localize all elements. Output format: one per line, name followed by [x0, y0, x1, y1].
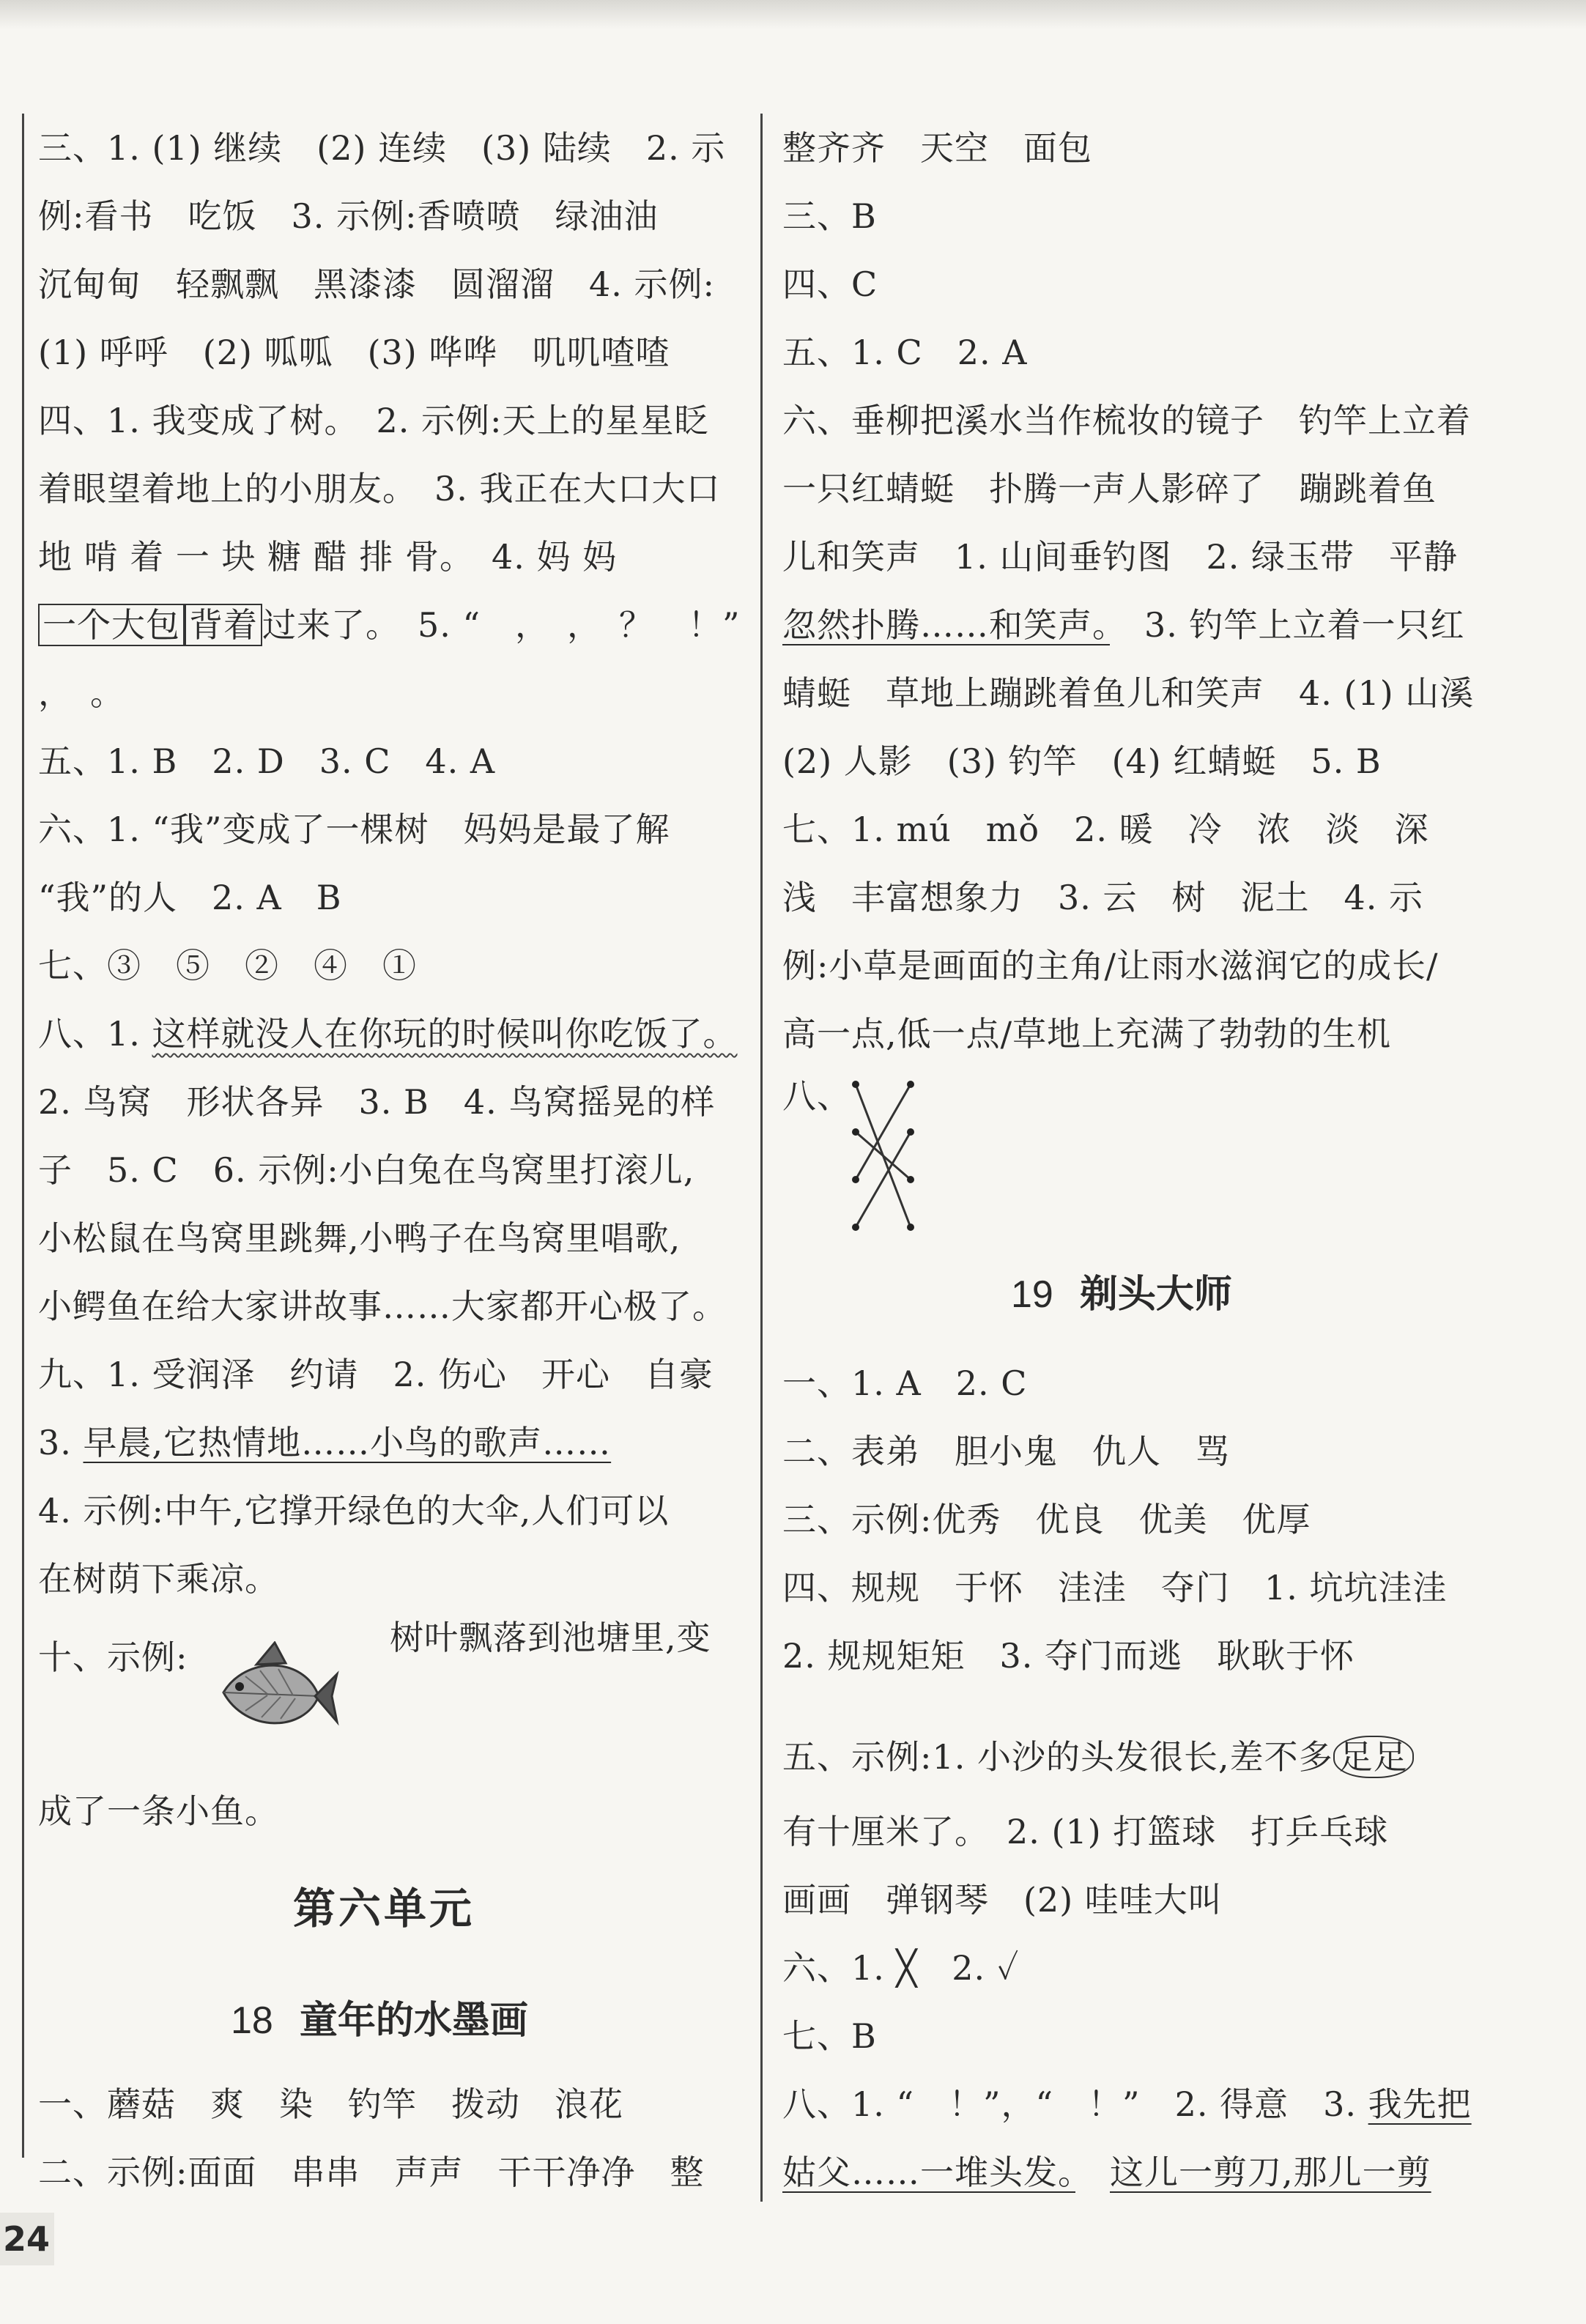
answer-line-wavy: [38, 1012, 738, 1056]
lesson-title: [1011, 1271, 1232, 1318]
answer-line: 八、: [782, 1076, 851, 1116]
unit-title: 第六单元: [293, 1884, 475, 1933]
answer-text: 八、1.: [38, 1014, 152, 1054]
answer-line: 四、C: [782, 264, 878, 304]
underlined-sentence: 姑父……一堆头发。: [782, 2153, 1075, 2192]
answer-text: 过来了。 5. “ ， ， ？ ！”: [262, 605, 741, 645]
underlined-sentence: 忽然扑腾……和笑声。: [782, 605, 1110, 645]
answer-line: 四、1. 我变成了树。 2. 示例:天上的星星眨: [38, 401, 709, 440]
answer-line: 七、1. mú mǒ 2. 暖 冷 浓 淡 深: [782, 810, 1429, 849]
boxed-phrase: 一个大包: [38, 604, 185, 646]
answer-line: 七、③ ⑤ ② ④ ①: [38, 946, 417, 985]
answer-line: 六、垂柳把溪水当作梳妆的镜子 钓竿上立着: [782, 401, 1471, 440]
lesson-number: 19: [1011, 1273, 1053, 1316]
answer-line: 四、规规 于怀 洼洼 夺门 1. 坑坑洼洼: [782, 1568, 1448, 1607]
answer-line: 2. 规规矩矩 3. 夺门而逃 耿耿于怀: [782, 1636, 1355, 1676]
answer-line: 蜻蜓 草地上蹦跳着鱼儿和笑声 4. (1) 山溪: [782, 673, 1475, 713]
answer-line: 树叶飘落到池塘里,变: [390, 1618, 711, 1657]
answer-text: 八、1. “ ！”，“ ！” 2. 得意 3.: [782, 2084, 1368, 2124]
answer-line: 高一点,低一点/草地上充满了勃勃的生机: [782, 1014, 1392, 1054]
page-number: 24: [0, 2213, 54, 2265]
left-margin-rule: [22, 114, 24, 2158]
answer-line: “我”的人 2. A B: [38, 878, 342, 917]
underlined-sentence: 我先把: [1368, 2084, 1472, 2124]
answer-line: 地 啃 着 一 块 糖 醋 排 骨。 4. 妈 妈: [38, 537, 618, 577]
answer-line: 六、1. “我”变成了一棵树 妈妈是最了解: [38, 810, 670, 849]
column-divider: [760, 114, 763, 2202]
answer-line: 一、蘑菇 爽 染 钓竿 拨动 浪花: [38, 2084, 623, 2124]
answer-line: 在树荫下乘凉。: [38, 1559, 279, 1599]
answer-line: 2. 鸟窝 形状各异 3. B 4. 鸟窝摇晃的样: [38, 1082, 716, 1122]
answer-line: 4. 示例:中午,它撑开绿色的大伞,人们可以: [38, 1491, 670, 1531]
answer-line: 十、示例:: [38, 1637, 188, 1677]
answer-line: 五、1. C 2. A: [782, 333, 1028, 372]
answer-line: 例:小草是画面的主角/让雨水滋润它的成长/: [782, 946, 1439, 985]
answer-line: 成了一条小鱼。: [38, 1791, 279, 1831]
answer-line: 九、1. 受润泽 约请 2. 伤心 开心 自豪: [38, 1355, 714, 1394]
boxed-phrase: 背着: [185, 604, 262, 646]
answer-line: 七、B: [782, 2016, 877, 2056]
answer-line: 六、1. ╳ 2. ✓: [782, 1948, 1020, 1988]
answer-line: 二、表弟 胆小鬼 仇人 骂: [782, 1432, 1230, 1471]
fish-leaf-illustration: [216, 1641, 341, 1751]
wavy-underlined-sentence: 这样就没人在你玩的时候叫你吃饭了。: [152, 1014, 738, 1054]
answer-line: 沉甸甸 轻飘飘 黑漆漆 圆溜溜 4. 示例:: [38, 264, 716, 304]
answer-line: ， 。: [38, 673, 125, 713]
answer-line: 三、B: [782, 196, 877, 236]
matching-lines-diagram: [848, 1077, 936, 1235]
answer-line: 浅 丰富想象力 3. 云 树 泥土 4. 示: [782, 878, 1424, 917]
answer-line: 一只红蜻蜓 扑腾一声人影碎了 蹦跳着鱼: [782, 469, 1437, 508]
answer-line-underlined: [782, 603, 1465, 647]
answer-line-boxed: [38, 603, 741, 647]
page-top-shadow: [0, 0, 1586, 29]
answer-line: 子 5. C 6. 示例:小白兔在鸟窝里打滚儿,: [38, 1150, 695, 1190]
answer-line: 例:看书 吃饭 3. 示例:香喷喷 绿油油: [38, 196, 659, 236]
lesson-name: 童年的水墨画: [299, 1999, 528, 2043]
circled-word: 足足: [1333, 1736, 1414, 1778]
answer-line: 二、示例:面面 串串 声声 干干净净 整: [38, 2153, 705, 2192]
answer-line-underlined: [38, 1421, 611, 1465]
answer-line: 整齐齐 天空 面包: [782, 128, 1092, 168]
answer-text: 五、示例:1. 小沙的头发很长,差不多: [782, 1737, 1333, 1777]
answer-line: 画画 弹钢琴 (2) 哇哇大叫: [782, 1880, 1223, 1920]
lesson-name: 剃头大师: [1079, 1273, 1232, 1317]
lesson-number: 18: [231, 1999, 273, 2042]
answer-line: 三、1. (1) 继续 (2) 连续 (3) 陆续 2. 示: [38, 128, 726, 168]
answer-line: 有十厘米了。 2. (1) 打篮球 打乒乓球: [782, 1812, 1389, 1851]
answer-line-circled: [782, 1735, 1414, 1779]
underlined-sentence: 早晨,它热情地……小鸟的歌声……: [83, 1423, 612, 1462]
answer-line: (1) 呼呼 (2) 呱呱 (3) 哗哗 叽叽喳喳: [38, 333, 670, 372]
answer-line: 小松鼠在鸟窝里跳舞,小鸭子在鸟窝里唱歌,: [38, 1218, 681, 1258]
answer-line-underlined: [782, 2082, 1472, 2126]
answer-line: 小鳄鱼在给大家讲故事……大家都开心极了。: [38, 1287, 727, 1326]
answer-line: (2) 人影 (3) 钓竿 (4) 红蜻蜓 5. B: [782, 741, 1382, 781]
answer-line: 五、1. B 2. D 3. C 4. A: [38, 741, 496, 781]
answer-text: 3. 钓竿上立着一只红: [1110, 605, 1465, 645]
underlined-sentence: 这儿一剪刀,那儿一剪: [1110, 2153, 1431, 2192]
answer-line: 儿和笑声 1. 山间垂钓图 2. 绿玉带 平静: [782, 537, 1459, 577]
answer-line: 一、1. A 2. C: [782, 1363, 1028, 1403]
answer-text: 3.: [38, 1423, 84, 1462]
answer-line: 着眼望着地上的小朋友。 3. 我正在大口大口: [38, 469, 721, 508]
answer-line: 三、示例:优秀 优良 优美 优厚: [782, 1500, 1311, 1539]
lesson-title: [231, 1997, 528, 2044]
answer-line-underlined: [782, 2150, 1431, 2194]
